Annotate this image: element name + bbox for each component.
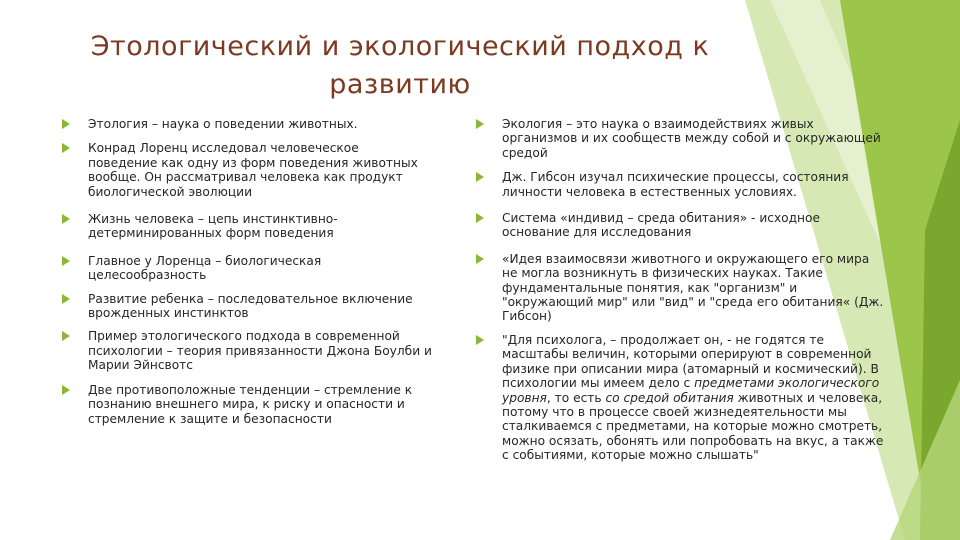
list-item	[62, 329, 432, 372]
bullet-text: Главное у Лоренца – биологическая целесообразность	[88, 253, 322, 283]
list-item	[476, 170, 886, 199]
quote-part: животных и человека, потому что в процессе своей жизнедеятельности мы сталкиваемся с предметами, на которые можно смотреть, можно осязать, обонять или попробовать на вкус, а также с событиями, которые можно слышать"	[502, 390, 884, 463]
bullet-text: Две противоположные тенденции – стремление к познанию внешнего мира, к риску и опасности и стремление к защите и безопасности	[88, 382, 413, 426]
bullet-arrow-icon	[62, 256, 70, 266]
bullet-text: Экология – это наука о взаимодействиях живых организмов и их сообществ между собой и с окружающей средой	[502, 117, 881, 160]
right-bullet-list	[476, 117, 886, 463]
bullet-arrow-icon	[62, 214, 70, 224]
bullet-arrow-icon	[62, 294, 70, 304]
bullet-text: Система «индивид – среда обитания» - исходное основание для исследования	[502, 211, 820, 240]
quote-italic: со средой обитания	[605, 390, 734, 405]
bullet-arrow-icon	[476, 172, 484, 182]
list-item	[62, 117, 432, 131]
left-column	[62, 117, 432, 426]
list-item	[62, 212, 432, 241]
bullet-text: «Идея взаимосвязи животного и окружающего его мира не могла возникнуть в физических науках. Такие фундаментальные понятия, как "организм" и "окружающий мир" или "вид" и "среда его обитания« (Дж. Гибсон)	[502, 251, 884, 324]
slide-title: Этологический и экологический подход к развитию	[90, 31, 710, 100]
quote-italic: предметами экологического уровня	[502, 376, 880, 405]
list-item	[62, 141, 432, 199]
bullet-arrow-icon	[476, 119, 484, 129]
list-item	[476, 117, 886, 160]
bullet-arrow-icon	[62, 331, 70, 341]
bullet-arrow-icon	[476, 254, 484, 264]
bullet-arrow-icon	[62, 143, 70, 153]
bullet-arrow-icon	[476, 335, 484, 345]
bullet-arrow-icon	[62, 385, 70, 395]
list-item	[62, 254, 432, 283]
bullet-text: Дж. Гибсон изучал психические процессы, состояния личности человека в естественных условиях.	[502, 170, 849, 199]
list-item	[62, 292, 432, 321]
right-column	[476, 117, 886, 463]
quote-part: "Для психолога, – продолжает он, - не годятся те масштабы величин, которыми оперируют в современной физике при описании мира (атомарный и космический). В психологии мы имеем дело с	[502, 332, 879, 391]
quote-part: , то есть	[546, 390, 606, 405]
bullet-arrow-icon	[476, 213, 484, 223]
bullet-text: Пример этологического подхода в современной психологии – теория привязанности Джона Боулби и Марии Эйнсвотс	[88, 329, 432, 373]
list-item	[476, 252, 886, 324]
bullet-text: Конрад Лоренц исследовал человеческое поведение как одну из форм поведения животных вообще. Он рассматривал человека как продукт биологической эволюции	[88, 141, 418, 199]
left-bullet-list	[62, 117, 432, 426]
list-item	[62, 383, 432, 426]
bullet-text: Жизнь человека – цепь инстинктивно-детерминированных форм поведения	[88, 212, 338, 241]
bullet-text: Этология – наука о поведении животных.	[88, 117, 358, 131]
quote-text	[502, 333, 886, 463]
bullet-text: Развитие ребенка – последовательное включение врожденных инстинктов	[88, 291, 413, 321]
bullet-arrow-icon	[62, 119, 70, 129]
list-item	[476, 211, 886, 240]
quote-item	[476, 333, 886, 463]
